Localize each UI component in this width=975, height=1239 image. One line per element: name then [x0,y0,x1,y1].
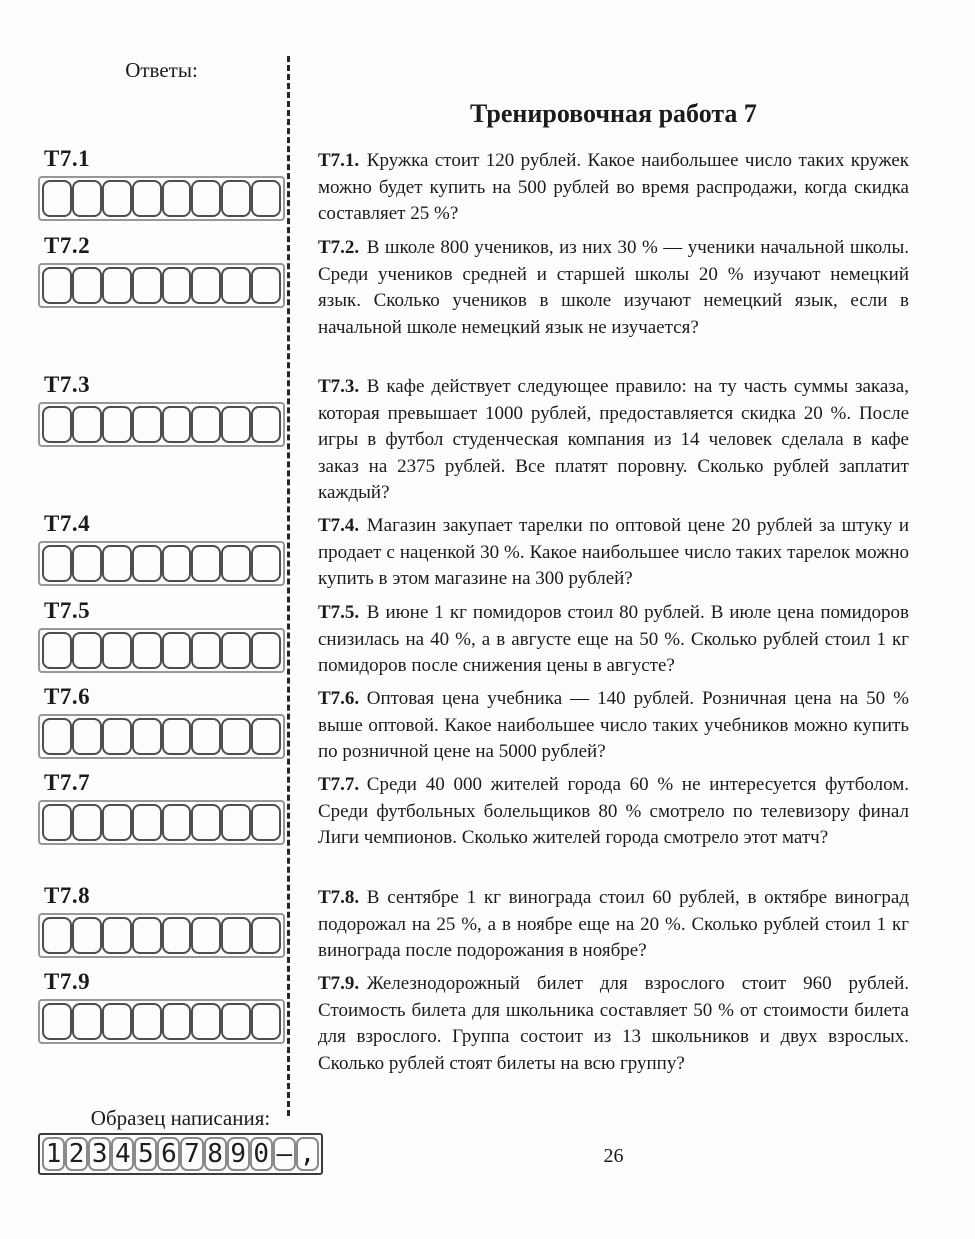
problem-t7-3 [318,374,909,507]
sample-cell: 4 [111,1137,134,1171]
problem-text: В школе 800 учеников, из них 30 % — ученики начальной школы. Среди учеников средней и старшей школы 20 % изучают немецкий язык. Сколько учеников в школе изучают немецкий язык, если в начальной школе немецкий язык не изучается? [318,237,909,338]
problem-text: В сентябре 1 кг винограда стоил 60 рублей, в октябре виноград подорожал на 25 %, а в ноябре еще на 20 %. Сколько рублей стоил 1 кг винограда после подорожания в ноябре? [318,887,909,961]
answer-cell [132,718,162,755]
answer-strip-t7-7 [38,800,285,845]
answer-cell [191,632,221,669]
answer-cell [251,267,281,304]
answer-cell [42,267,72,304]
problem-t7-9 [318,971,909,1077]
problem-t7-2 [318,235,909,341]
answer-cell [162,180,192,217]
answer-label-t7-7: Т7.7 [44,770,91,795]
answer-label-t7-1: Т7.1 [44,146,91,171]
answer-cell [42,804,72,841]
answer-cell [191,267,221,304]
sample-cell: 6 [157,1137,180,1171]
answers-header: Ответы: [125,58,198,82]
problem-t7-5 [318,600,909,680]
answer-cell [42,632,72,669]
answer-cell [162,1003,192,1040]
answer-cell [251,718,281,755]
problem-number: Т7.4. [318,515,360,536]
answer-cell [102,267,132,304]
answer-label-t7-9: Т7.9 [44,969,91,994]
answer-cell [162,718,192,755]
page-title: Тренировочная работа 7 [470,99,757,128]
problem-t7-6 [318,686,909,766]
answer-label-t7-5: Т7.5 [44,598,91,623]
writing-sample-label: Образец написания: [90,1106,271,1130]
answer-cell [221,545,251,582]
sample-cell: 5 [134,1137,157,1171]
answer-cell [191,718,221,755]
answer-cell [191,804,221,841]
answer-cell [162,804,192,841]
answer-cell [132,180,162,217]
answer-cell [132,632,162,669]
answer-label-t7-3: Т7.3 [44,372,91,397]
problem-number: Т7.7. [318,774,360,795]
answer-cell [251,180,281,217]
problem-text: В кафе действует следующее правило: на ту часть суммы заказа, которая превышает 1000 рублей, предоставляется скидка 20 %. После игры в футбол студенческая компания из 14 человек сделала в кафе заказ на 2375 рублей. Все платят поровну. Сколько рублей заплатит каждый? [318,376,909,503]
answer-strip-t7-3 [38,402,285,447]
answer-cell [191,545,221,582]
answer-cell [132,406,162,443]
answer-cell [191,917,221,954]
column-divider [287,56,290,1116]
answer-cell [72,545,102,582]
answer-cell [102,804,132,841]
problem-text: В июне 1 кг помидоров стоил 80 рублей. В июле цена помидоров снизилась на 40 %, а в августе еще на 50 %. Сколько рублей стоил 1 кг помидоров после снижения цены в августе? [318,602,909,676]
answer-cell [42,545,72,582]
answer-cell [251,632,281,669]
problem-t7-8 [318,885,909,965]
problem-t7-1 [318,148,909,228]
answer-cell [42,1003,72,1040]
answer-cell [72,267,102,304]
sample-cell: 7 [180,1137,203,1171]
problem-number: Т7.1. [318,150,360,171]
problem-text: Магазин закупает тарелки по оптовой цене 20 рублей за штуку и продает с наценкой 30 %. Какое наибольшее число таких тарелок можно купить в этом магазине на 300 рублей? [318,515,909,589]
answer-cell [162,632,192,669]
problem-number: Т7.5. [318,602,360,623]
answer-cell [162,917,192,954]
answer-cell [221,632,251,669]
answer-cell [72,406,102,443]
answer-label-t7-8: Т7.8 [44,883,91,908]
answer-cell [132,1003,162,1040]
answer-cell [72,718,102,755]
problem-number: Т7.9. [318,973,360,994]
answer-cell [72,180,102,217]
problem-t7-4 [318,513,909,593]
answer-cell [221,917,251,954]
answer-label-t7-6: Т7.6 [44,684,91,709]
problem-t7-7 [318,772,909,852]
sample-cell: 1 [42,1137,65,1171]
answer-cell [102,718,132,755]
problem-text: Кружка стоит 120 рублей. Какое наибольшее число таких кружек можно будет купить на 500 рублей во время распродажи, когда скидка составляет 25 %? [318,150,909,224]
answer-cell [251,917,281,954]
answer-cell [42,917,72,954]
answer-cell [72,1003,102,1040]
answer-strip-t7-6 [38,714,285,759]
sample-cell: 9 [227,1137,250,1171]
answer-strip-t7-2 [38,263,285,308]
answer-cell [42,718,72,755]
answer-cell [251,804,281,841]
answer-cell [102,406,132,443]
answer-cell [132,917,162,954]
answer-strip-t7-1 [38,176,285,221]
answer-cell [132,545,162,582]
problem-number: Т7.2. [318,237,360,258]
answer-cell [72,632,102,669]
problem-number: Т7.6. [318,688,360,709]
answer-cell [221,180,251,217]
sample-cell: 0 [250,1137,273,1171]
problem-number: Т7.8. [318,887,360,908]
sample-cell: 2 [65,1137,88,1171]
answer-label-t7-2: Т7.2 [44,233,91,258]
answer-cell [221,804,251,841]
answer-cell [42,406,72,443]
answer-strip-t7-4 [38,541,285,586]
answer-cell [191,1003,221,1040]
answer-strip-t7-5 [38,628,285,673]
answer-cell [162,545,192,582]
answer-cell [132,804,162,841]
answer-label-t7-4: Т7.4 [44,511,91,536]
answer-cell [162,406,192,443]
writing-sample-strip [38,1133,323,1175]
answer-cell [191,406,221,443]
page-number: 26 [603,1145,624,1167]
answer-cell [102,545,132,582]
answer-cell [72,804,102,841]
answer-cell [102,917,132,954]
problem-text: Оптовая цена учебника — 140 рублей. Розничная цена на 50 % выше оптовой. Какое наибольшее число таких учебников можно купить по розничной цене на 5000 рублей? [318,688,909,762]
answer-cell [221,406,251,443]
problem-text: Железнодорожный билет для взрослого стоит 960 рублей. Стоимость билета для школьника составляет 50 % от стоимости билета для взрослого. Группа состоит из 13 школьников и двух взрослых. Сколько рублей стоят билеты на всю группу? [318,973,909,1074]
answer-strip-t7-9 [38,999,285,1044]
answer-cell [221,267,251,304]
answer-cell [102,1003,132,1040]
answer-cell [42,180,72,217]
answer-cell [251,406,281,443]
answer-cell [251,545,281,582]
sample-cell: 8 [204,1137,227,1171]
answer-cell [251,1003,281,1040]
answer-cell [102,632,132,669]
answer-cell [132,267,162,304]
sample-cell: 3 [88,1137,111,1171]
sample-cell: , [296,1137,319,1171]
answer-cell [191,180,221,217]
problem-number: Т7.3. [318,376,360,397]
answer-cell [221,718,251,755]
answer-cell [102,180,132,217]
answer-cell [72,917,102,954]
answer-strip-t7-8 [38,913,285,958]
sample-cell: — [273,1137,296,1171]
problem-text: Среди 40 000 жителей города 60 % не интересуется футболом. Среди футбольных болельщиков 80 % смотрело по телевизору финал Лиги чемпионов. Сколько жителей города смотрело этот матч? [318,774,909,848]
answer-cell [162,267,192,304]
answer-cell [221,1003,251,1040]
